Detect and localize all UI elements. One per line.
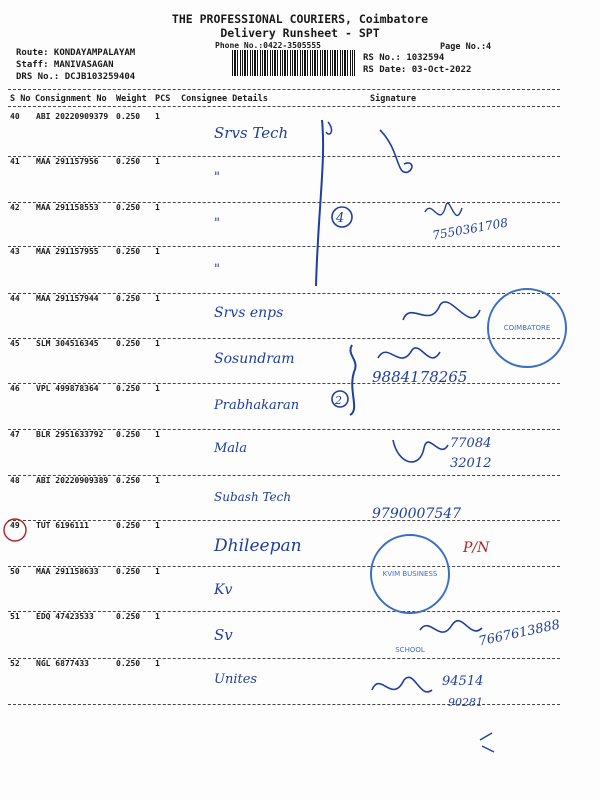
row-consignee-handwritten: Srvs enps	[214, 305, 284, 321]
row-weight: 0.250	[116, 430, 141, 439]
drs-number: DRS No.: DCJB103259404	[16, 72, 136, 82]
phone-hand-52a: 94514	[442, 674, 484, 689]
company-stamp: COIMBATORE	[487, 288, 567, 368]
row-consignee-handwritten: Sv	[214, 626, 233, 644]
col-consignee: Consignee Details	[181, 94, 268, 104]
row-pcs: 1	[155, 612, 160, 621]
row-weight: 0.250	[116, 247, 141, 256]
page-number: Page No.:4	[440, 42, 492, 52]
row-consignee-handwritten: Subash Tech	[214, 490, 292, 504]
row-consignee-handwritten: Srvs Tech	[214, 124, 289, 142]
row-serial: 49	[10, 521, 20, 530]
row-serial: 48	[10, 476, 20, 485]
row-serial: 45	[10, 339, 20, 348]
row-pcs: 1	[155, 430, 160, 439]
row-pcs: 1	[155, 339, 160, 348]
row-serial: 52	[10, 659, 20, 668]
row-weight: 0.250	[116, 384, 141, 393]
row-weight: 0.250	[116, 521, 141, 530]
staff: Staff: MANIVASAGAN	[16, 60, 114, 70]
phone-number: Phone No.:0422-3505555	[215, 41, 321, 50]
row-consignee-handwritten: "	[214, 262, 220, 277]
phone-hand-52b: 90281	[448, 696, 483, 709]
col-signature: Signature	[370, 94, 417, 104]
row-consignee-handwritten: "	[214, 170, 220, 185]
row-consignment-no: TUT 6196111	[36, 521, 89, 530]
row-pcs: 1	[155, 521, 160, 530]
row-pcs: 1	[155, 567, 160, 576]
row-consignment-no: ABI 20220909389	[36, 476, 109, 485]
row-pcs: 1	[155, 203, 160, 212]
row-weight: 0.250	[116, 659, 141, 668]
phone-hand-48: 9790007547	[372, 506, 462, 522]
svg-text:2: 2	[335, 394, 342, 407]
row-serial: 50	[10, 567, 20, 576]
row-consignee-handwritten: Unites	[214, 672, 258, 687]
row-consignment-no: MAA 291157955	[36, 247, 99, 256]
runsheet-title: THE PROFESSIONAL COURIERS, Coimbatore	[171, 12, 429, 26]
row-weight: 0.250	[116, 612, 141, 621]
phone-hand-47a: 77084	[450, 436, 492, 451]
row-pcs: 1	[155, 476, 160, 485]
row-serial: 44	[10, 294, 20, 303]
row-weight: 0.250	[116, 567, 141, 576]
row-pcs: 1	[155, 112, 160, 121]
row-weight: 0.250	[116, 203, 141, 212]
row-consignee-handwritten: Kv	[214, 582, 233, 598]
phone-hand-47b: 32012	[450, 456, 492, 471]
route: Route: KONDAYAMPALAYAM	[16, 48, 136, 58]
rs-date: RS Date: 03-Oct-2022	[363, 65, 472, 75]
row-serial: 46	[10, 384, 20, 393]
row-consignment-no: MAA 291157956	[36, 157, 99, 166]
row-pcs: 1	[155, 247, 160, 256]
row-weight: 0.250	[116, 476, 141, 485]
col-sno: S No	[10, 94, 31, 104]
phone-hand-51: 7667613888	[477, 617, 562, 650]
row-pcs: 1	[155, 157, 160, 166]
row-serial: 51	[10, 612, 20, 621]
row-consignment-no: MAA 291158553	[36, 203, 99, 212]
row-consignee-handwritten: Prabhakaran	[214, 398, 300, 413]
rs-number: RS No.: 1032594	[363, 53, 445, 63]
row-serial: 42	[10, 203, 20, 212]
row-consignment-no: SLM 304516345	[36, 339, 99, 348]
phone-hand-42: 7550361708	[431, 215, 509, 243]
row-consignment-no: MAA 291157944	[36, 294, 99, 303]
row-consignment-no: EDQ 47423533	[36, 612, 94, 621]
row-pcs: 1	[155, 659, 160, 668]
row-serial: 40	[10, 112, 20, 121]
row-serial: 41	[10, 157, 20, 166]
row-weight: 0.250	[116, 157, 141, 166]
row-consignment-no: VPL 499878364	[36, 384, 99, 393]
row-consignment-no: NGL 6877433	[36, 659, 89, 668]
svg-text:4: 4	[336, 211, 345, 226]
row-consignee-handwritten: Sosundram	[214, 351, 295, 367]
row-consignment-no: BLR 2951633792	[36, 430, 104, 439]
row-serial: 43	[10, 247, 20, 256]
row-weight: 0.250	[116, 294, 141, 303]
row-weight: 0.250	[116, 112, 141, 121]
row-pcs: 1	[155, 384, 160, 393]
row-consignee-handwritten: Mala	[214, 441, 247, 456]
row-consignee-handwritten: Dhileepan	[214, 536, 302, 556]
runsheet-subtitle: Delivery Runsheet - SPT	[220, 26, 380, 40]
phone-hand-45: 9884178265	[372, 368, 468, 386]
col-weight: Weight	[116, 94, 147, 104]
row-serial: 47	[10, 430, 20, 439]
school-stamp: KVIM BUSINESS SCHOOL	[370, 534, 450, 614]
col-consignment: Consignment No	[35, 94, 107, 104]
row-consignment-no: MAA 291158633	[36, 567, 99, 576]
row-weight: 0.250	[116, 339, 141, 348]
pn-hand-49: P/N	[463, 540, 490, 556]
row-pcs: 1	[155, 294, 160, 303]
row-consignee-handwritten: "	[214, 216, 220, 231]
row-consignment-no: ABI 20220909379	[36, 112, 109, 121]
col-pcs: PCS	[155, 94, 171, 104]
